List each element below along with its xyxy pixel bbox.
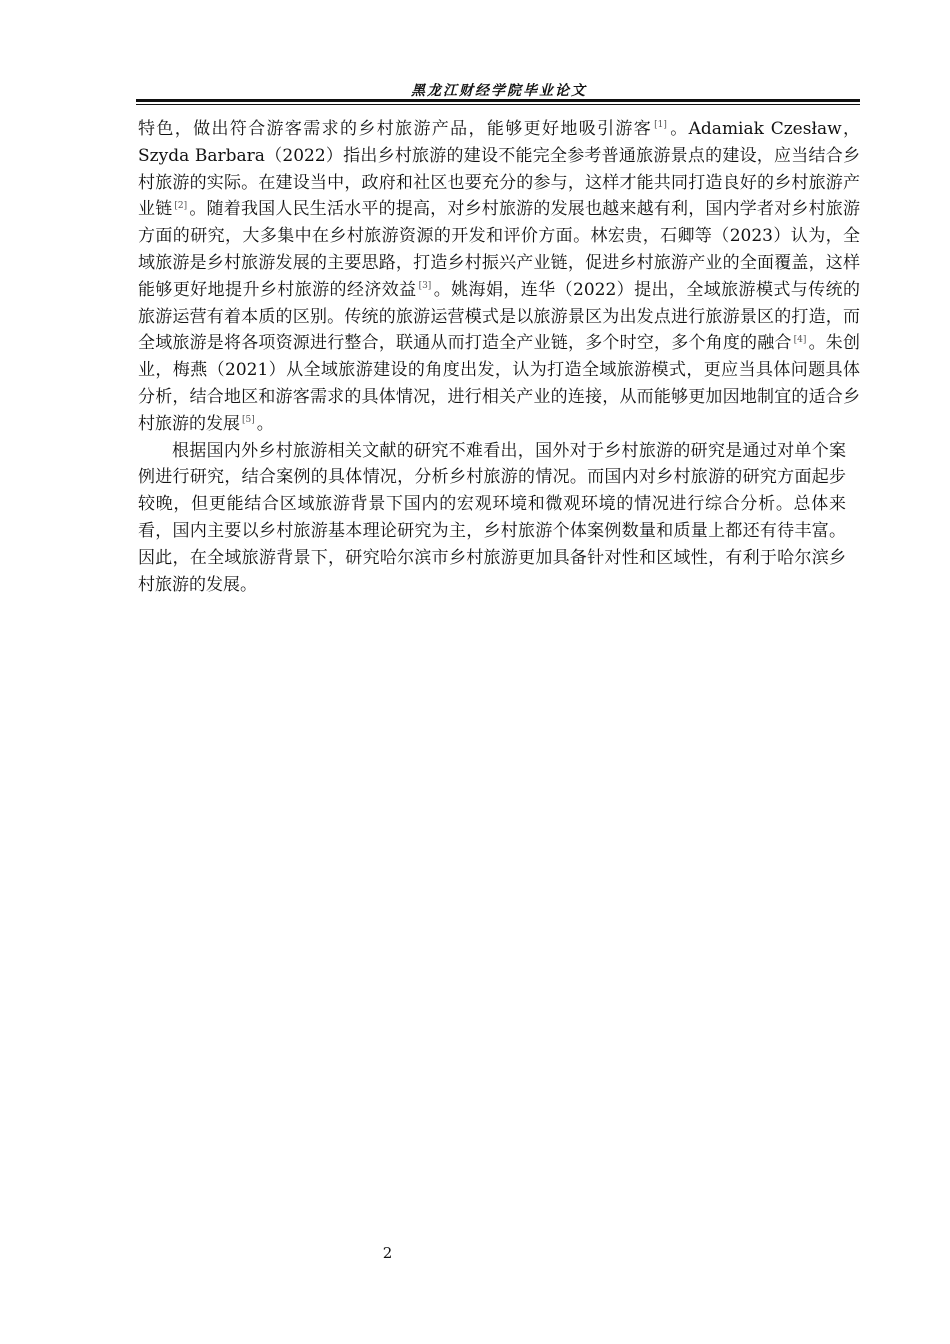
page-header-title: 黑龙江财经学院毕业论文 [411, 83, 587, 99]
body-text [138, 116, 860, 598]
header-rule-thick [136, 99, 860, 102]
paragraph-1-text: 。 [256, 413, 274, 434]
citation-ref-2[interactable]: [2] [174, 200, 188, 211]
citation-ref-1[interactable]: [1] [654, 120, 667, 131]
paragraph-1-text: 。Adamiak Czesław，Szyda Barbara（2022）指出乡村旅游的建设不能完全参考普通旅游景点的建设，应当结合乡村旅游的实际。在建设当中，政府和社区也要充分的参与，这样才能共同打造良好的乡村旅游产业链 [138, 119, 861, 220]
citation-ref-3[interactable]: [3] [418, 281, 432, 292]
paragraph-1-text: 。朱创业，梅燕（2021）从全域旅游建设的角度出发，认为打造全域旅游模式，更应当具体问题具体分析，结合地区和游客需求的具体情况，进行相关产业的连接，从而能够更加因地制宜的适合乡村旅游的发展 [138, 333, 861, 434]
paragraph-2: 根据国内外乡村旅游相关文献的研究不难看出，国外对于乡村旅游的研究是通过对单个案例进行研究，结合案例的具体情况，分析乡村旅游的情况。而国内对乡村旅游的研究方面起步较晚，但更能结合区域旅游背景下国内的宏观环境和微观环境的情况进行综合分析。总体来看，国内主要以乡村旅游基本理论研究为主，乡村旅游个体案例数量和质量上都还有待丰富。因此，在全域旅游背景下，研究哈尔滨市乡村旅游更加具备针对性和区域性，有利于哈尔滨乡村旅游的发展。 [138, 440, 846, 595]
page-number: 2 [382, 1244, 393, 1262]
paragraph-1-text: 。姚海娟，连华（2022）提出，全域旅游模式与传统的旅游运营有着本质的区别。传统的旅游运营模式是以旅游景区为出发点进行旅游景区的打造，而全域旅游是将各项资源进行整合，联通从而打造全产业链，多个时空，多个角度的融合 [138, 279, 861, 354]
paragraph-1-text: 特色，做出符合游客需求的乡村旅游产品，能够更好地吸引游客 [138, 119, 653, 139]
paragraph-1-text: 。随着我国人民生活水平的提高，对乡村旅游的发展也越来越有利，国内学者对乡村旅游方面的研究，大多集中在乡村旅游资源的开发和评价方面。林宏贵，石卿等（2023）认为，全域旅游是乡村旅游发展的主要思路，打造乡村振兴产业链，促进乡村旅游产业的全面覆盖，这样能够更好地提升乡村旅游的经济效益 [138, 199, 861, 300]
header-rule-thin [136, 104, 860, 105]
citation-ref-5[interactable]: [5] [242, 415, 255, 426]
paragraph-1 [138, 116, 860, 438]
citation-ref-4[interactable]: [4] [793, 334, 807, 345]
